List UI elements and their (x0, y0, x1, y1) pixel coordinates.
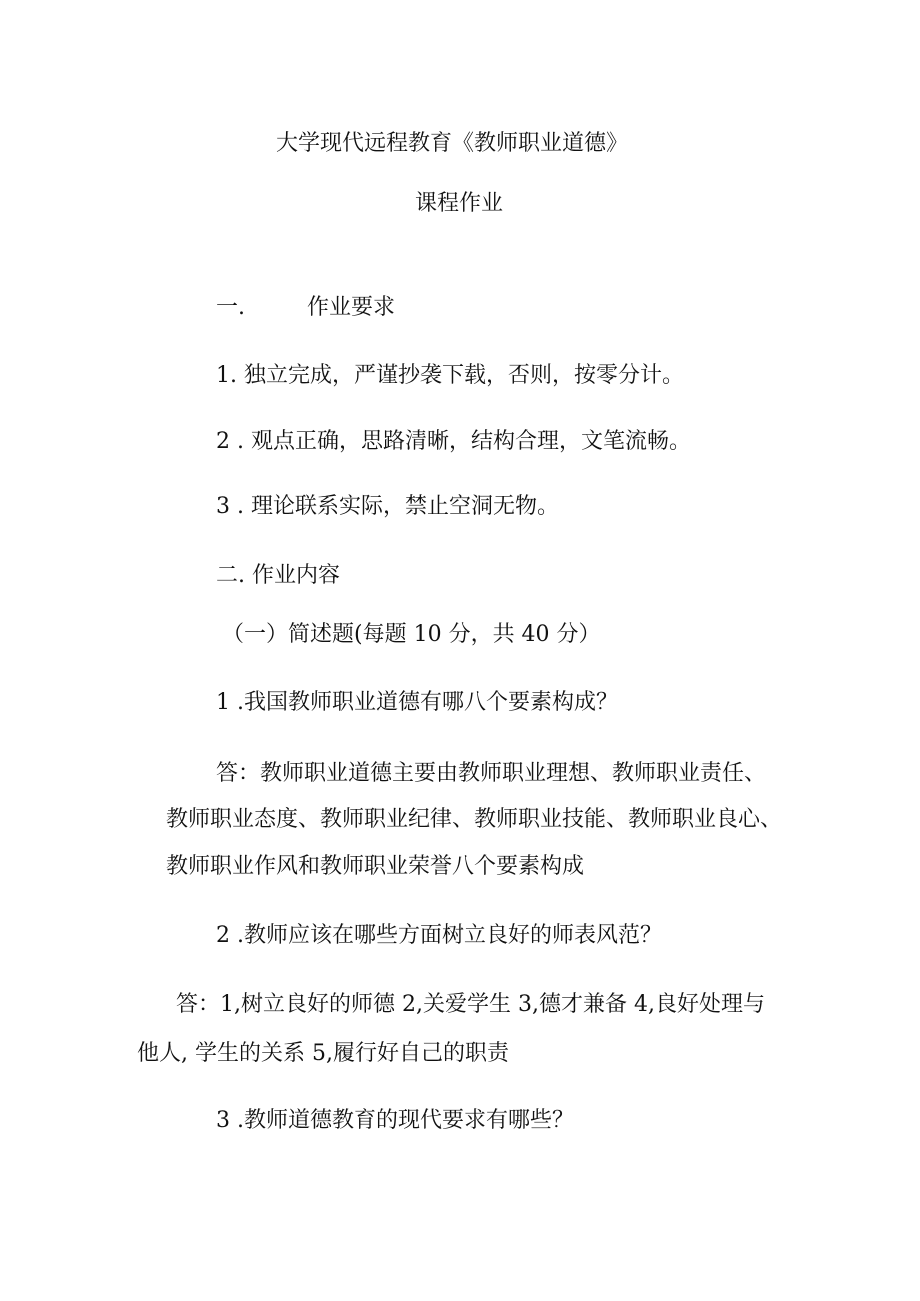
answer-1-line-1: 答：教师职业道德主要由教师职业理想、教师职业责任、 (216, 761, 767, 786)
requirement-item-3: 3 . 理论联系实际，禁止空洞无物。 (216, 494, 559, 519)
question-1: 1 .我国教师职业道德有哪八个要素构成？ (216, 690, 618, 715)
part-1-heading: （一）简述题(每题 10 分，共 40 分） (222, 622, 601, 647)
question-2: 2 .教师应该在哪些方面树立良好的师表风范？ (216, 923, 662, 948)
section-1-heading (216, 293, 395, 323)
question-3: 3 .教师道德教育的现代要求有哪些？ (216, 1108, 574, 1133)
answer-2-line-2: 他人, 学生的关系 5,履行好自己的职责 (137, 1041, 509, 1066)
document-title: 大学现代远程教育《教师职业道德》 (276, 131, 629, 156)
answer-1-line-3: 教师职业作风和教师职业荣誉八个要素构成 (166, 854, 585, 879)
section-2-heading: 二. 作业内容 (216, 563, 340, 588)
requirement-item-1: 1. 独立完成，严谨抄袭下载，否则，按零分计。 (216, 363, 684, 388)
requirement-item-2: 2 . 观点正确，思路清晰，结构合理，文笔流畅。 (216, 429, 691, 454)
answer-2-line-1: 答：1,树立良好的师德 2,关爱学生 3,德才兼备 4,良好处理与 (176, 992, 765, 1017)
document-subtitle: 课程作业 (415, 191, 504, 216)
answer-1-line-2: 教师职业态度、教师职业纪律、教师职业技能、教师职业良心、 (166, 807, 783, 832)
section-1-number: 一. (216, 295, 245, 320)
section-1-title: 作业要求 (307, 295, 396, 320)
